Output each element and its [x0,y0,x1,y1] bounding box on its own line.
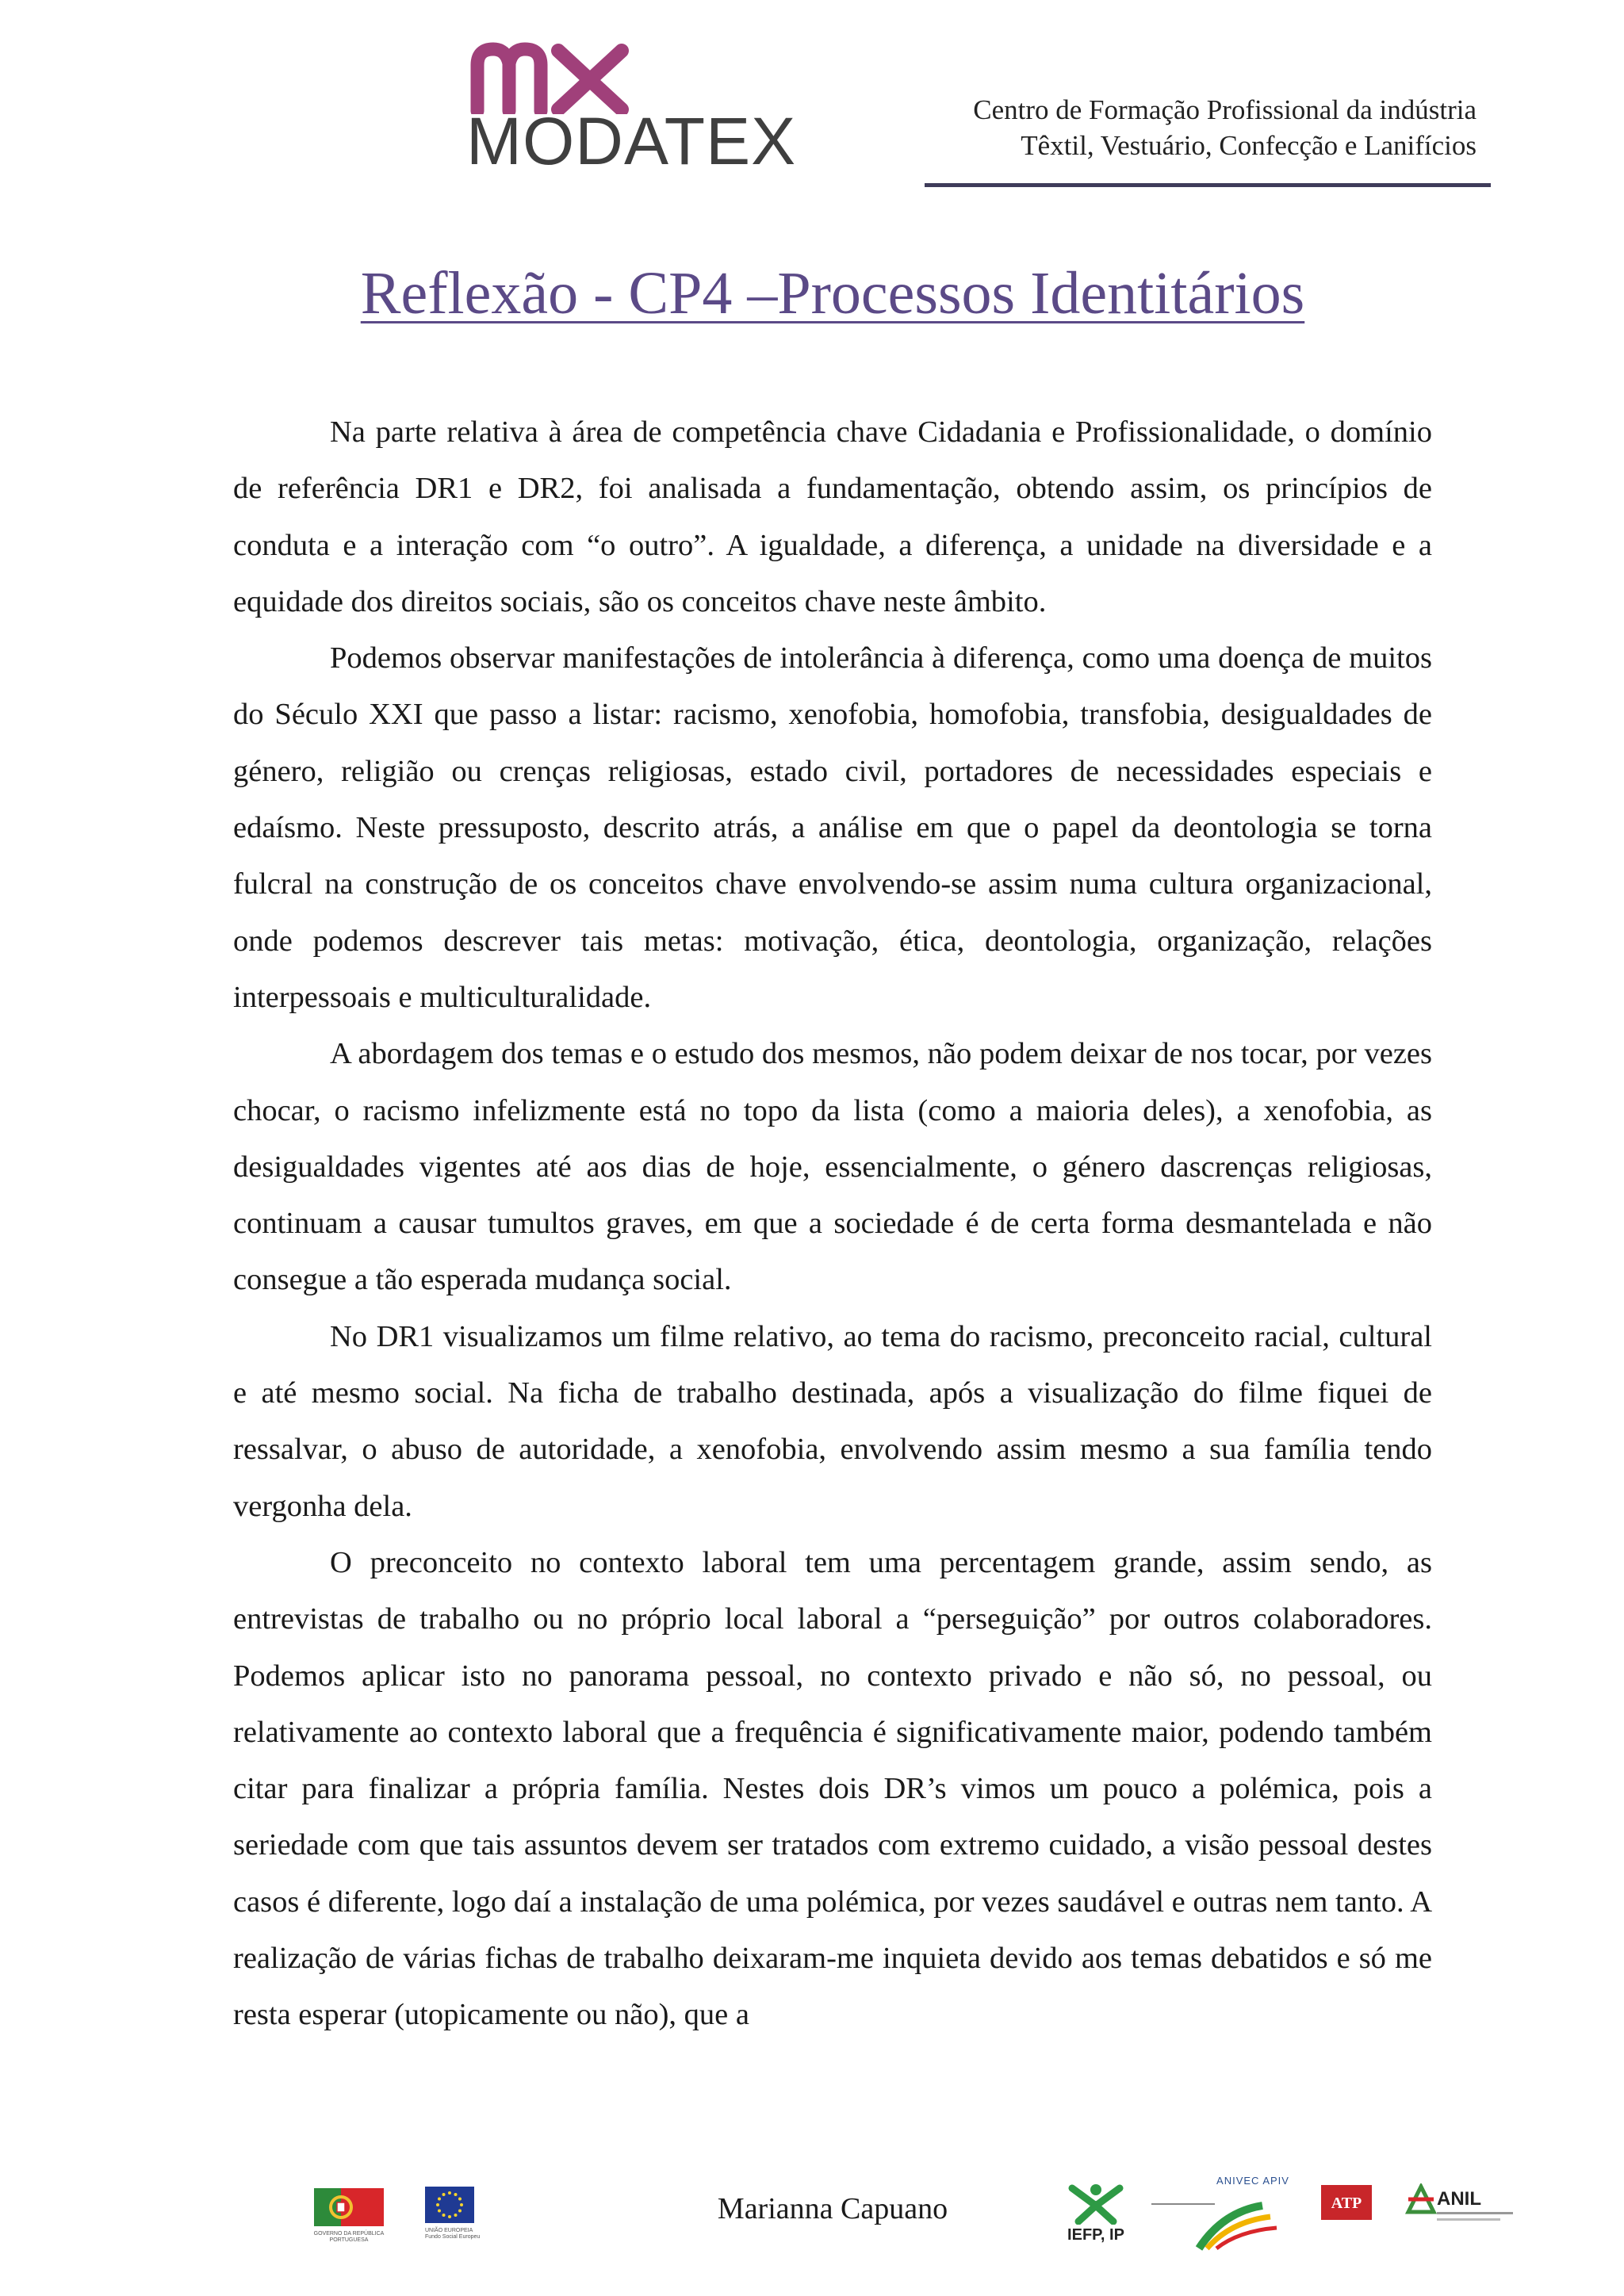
paragraph-3: A abordagem dos temas e o estudo dos mesmos, não podem deixar de nos tocar, por vezes chocar, o racismo infelizmente está no topo da lista (como a maioria deles), a xenofobia, as desigualdades vigentes até aos dias de hoje, essencialmente, o género dascrenças religiosas, continuam a causar tumultos graves, em que a sociedade é de certa forma desmantelada e não consegue a tão esperada mudança social. [233,1037,1432,1297]
anil-rule [1437,2212,1513,2214]
anivec-logo [1151,2175,1291,2252]
page-footer [0,2156,1624,2296]
eu-caption: UNIÃO EUROPEIA Fundo Social Europeu [425,2228,481,2240]
anivec-graphic-icon [1151,2196,1291,2252]
document-title: Reflexão - CP4 –Processos Identitários [360,260,1305,327]
org-line-1: Centro de Formação Profissional da indústria [973,94,1477,125]
paragraph-4: No DR1 visualizamos um filme relativo, ao tema do racismo, preconceito racial, cultural e até mesmo social. Na ficha de trabalho destinada, após a visualização do filme fiquei de ressalvar, o abuso de autoridade, a xenofobia, envolvendo assim mesmo a sua família tendo vergonha dela. [233,1319,1432,1523]
iefp-label: IEFP, IP [1067,2226,1124,2244]
author-name: Marianna Capuano [717,2192,948,2225]
anil-label: ANIL [1437,2188,1481,2210]
anivec-label: ANIVEC APIV [1216,2175,1289,2187]
page-header [0,0,1624,206]
gov-caption: GOVERNO DA REPÚBLICA PORTUGUESA [313,2231,385,2243]
atp-label: ATP [1331,2195,1362,2212]
atp-logo [1321,2185,1372,2245]
anil-logo [1405,2183,1516,2247]
modatex-logo [466,41,797,178]
iefp-mark-icon [1064,2182,1128,2225]
eu-flag-icon [425,2187,474,2223]
portugal-flag-icon [311,2187,387,2228]
logo-wordmark: MODATEX [466,104,797,178]
paragraph-1: Na parte relativa à área de competência chave Cidadania e Profissionalidade, o domínio de referência DR1 e DR2, foi analisada a fundamentação, obtendo assim, os princípios de conduta e a interação com “o outro”. A igualdade, a diferença, a unidade na diversidade e a equidade dos direitos sociais, são os conceitos chave neste âmbito. [233,415,1432,618]
paragraph-2: Podemos observar manifestações de intolerância à diferença, como uma doença de muitos do Século XXI que passo a listar: racismo, xenofobia, homofobia, transfobia, desigualdades de género, religião ou crenças religiosas, estado civil, portadores de necessidades especiais e edaísmo. Neste pressuposto, descrito atrás, a análise em que o papel da deontologia se torna fulcral na construção de os conceitos chave envolvendo-se assim numa cultura organizacional, onde podemos descrever tais metas: motivação, ética, deontologia, organização, relações interpessoais e multiculturalidade. [233,641,1432,1014]
iefp-logo [1064,2182,1128,2253]
portugal-government-logo [311,2187,387,2242]
org-line-2: Têxtil, Vestuário, Confecção e Lanifícios [1021,130,1477,161]
anil-rule-2 [1437,2218,1500,2221]
document-body [233,404,1432,2044]
anil-mark-icon [1405,2183,1437,2215]
paragraph-5: O preconceito no contexto laboral tem uma percentagem grande, assim sendo, as entrevistas de trabalho ou no próprio local laboral a “perseguição” por outros colaboradores. Podemos aplicar isto no panorama pessoal, no contexto privado e não só, no pessoal, ou relativamente ao contexto laboral que a frequência é significativamente maior, podendo também citar para finalizar a própria família. Nestes dois DR’s vimos um pouco a polémica, pois a seriedade com que tais assuntos devem ser tratados com extremo cuidado, a visão pessoal destes casos é diferente, logo daí a instalação de uma polémica, por vezes saudável e outras nem tanto. A realização de várias fichas de trabalho deixaram-me inquieta devido aos temas debatidos e só me resta esperar (utopicamente ou não), que a [233,1545,1432,2032]
eu-logo [425,2187,481,2242]
header-divider [925,183,1491,187]
organization-name [973,92,1477,163]
